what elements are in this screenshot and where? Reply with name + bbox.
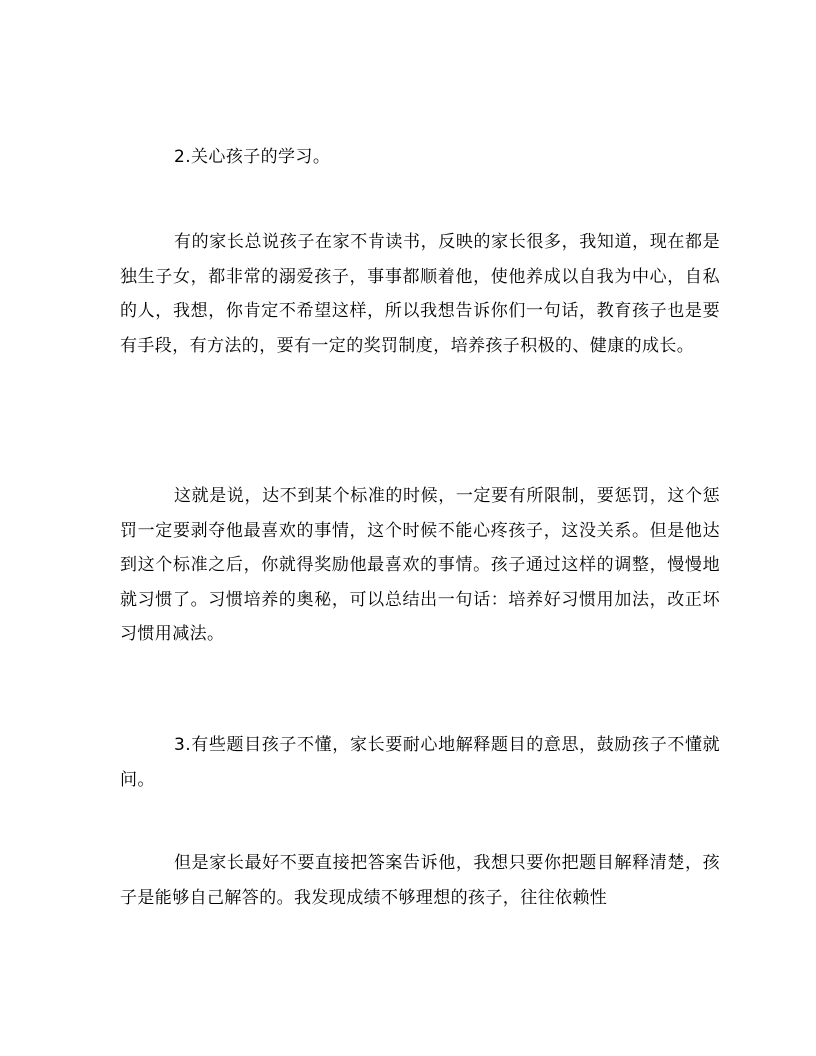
- body-paragraph: 这就是说，达不到某个标准的时候，一定要有所限制，要惩罚，这个惩罚一定要剥夺他最喜欢的事情，这个时候不能心疼孩子，这没关系。但是他达到这个标准之后，你就得奖励他最喜欢的事情。孩子通过这样的调整，慢慢地就习惯了。习惯培养的奥秘，可以总结出一句话：培养好习惯用加法，改正坏习惯用减法。: [120, 486, 720, 644]
- section-heading-2: 2.关心孩子的学习。: [174, 147, 331, 167]
- section-heading-3: 3.有些题目孩子不懂，家长要耐心地解释题目的意思，鼓励孩子不懂就问。: [120, 735, 720, 790]
- body-paragraph: 有的家长总说孩子在家不肯读书，反映的家长很多，我知道，现在都是独生子女，都非常的溺爱孩子，事事都顺着他，使他养成以自我为中心，自私的人，我想，你肯定不希望这样，所以我想告诉你们一句话，教育孩子也是要有手段，有方法的，要有一定的奖罚制度，培养孩子积极的、健康的成长。: [120, 232, 720, 356]
- body-paragraph: 但是家长最好不要直接把答案告诉他，我想只要你把题目解释清楚，孩子是能够自己解答的。我发现成绩不够理想的孩子，往往依赖性: [120, 853, 720, 908]
